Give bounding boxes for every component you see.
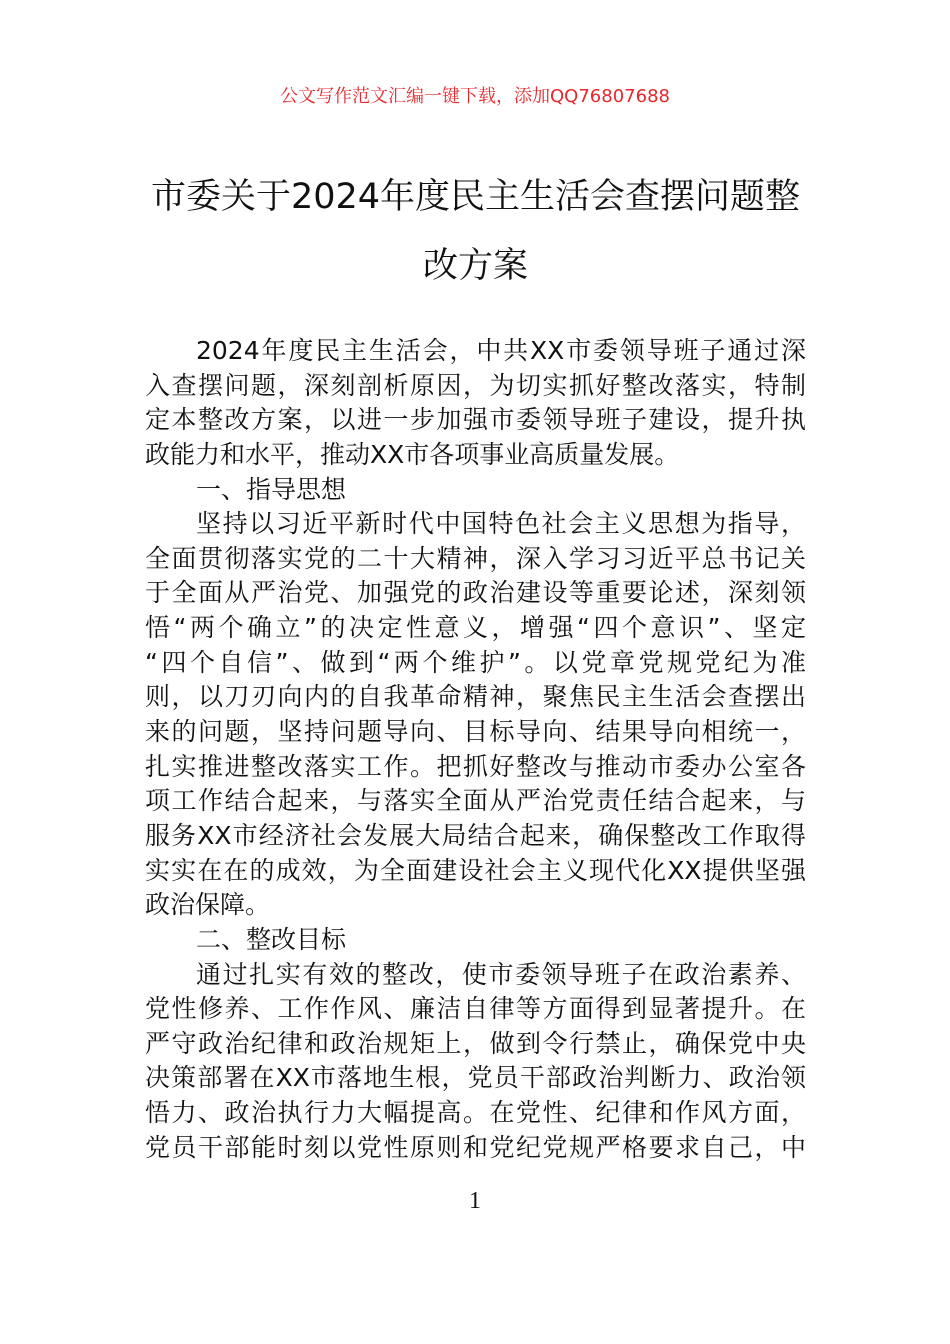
text-line: 政能力和水平，推动XX市各项事业高质量发展。	[145, 439, 680, 469]
page-number: 1	[469, 1188, 481, 1214]
section-heading	[145, 923, 806, 958]
text-line: 通过扎实有效的整改，使市委领导班子在政治素养、	[196, 959, 806, 989]
text-line: 来的问题，坚持问题导向、目标导向、结果导向相统一，	[145, 717, 806, 747]
paragraph	[145, 334, 806, 473]
paragraph	[145, 507, 806, 923]
document-body	[145, 334, 806, 1165]
text-line: 决策部署在XX市落地生根，党员干部政治判断力、政治领	[145, 1063, 806, 1093]
text-line: 定本整改方案，以进一步加强市委领导班子建设，提升执	[145, 405, 806, 435]
paragraph	[145, 958, 806, 1166]
text-line: 项工作结合起来，与落实全面从严治党责任结合起来，与	[145, 786, 806, 816]
document-title-line-2: 改方案	[422, 246, 528, 286]
section-heading	[145, 473, 806, 508]
text-line: 党员干部能时刻以党性原则和党纪党规严格要求自己，中	[145, 1132, 806, 1162]
text-line: 坚持以习近平新时代中国特色社会主义思想为指导，	[196, 509, 806, 539]
text-line: 服务XX市经济社会发展大局结合起来，确保整改工作取得	[145, 820, 806, 850]
text-line: 党性修养、工作作风、廉洁自律等方面得到显著提升。在	[145, 994, 806, 1024]
text-line: 入查摆问题，深刻剖析原因，为切实抓好整改落实，特制	[145, 370, 806, 400]
text-line: 悟力、政治执行力大幅提高。在党性、纪律和作风方面，	[145, 1098, 806, 1128]
download-watermark: 公文写作范文汇编一键下载，添加QQ76807688	[280, 86, 670, 107]
text-line: 悟“两个确立”的决定性意义，增强“四个意识”、坚定	[145, 613, 806, 643]
document-title-line-1: 市委关于2024年度民主生活会查摆问题整	[150, 177, 801, 217]
text-line: 二、整改目标	[196, 924, 347, 954]
text-line: 实实在在的成效，为全面建设社会主义现代化XX提供坚强	[145, 855, 806, 885]
text-line: 2024年度民主生活会，中共XX市委领导班子通过深	[196, 336, 806, 365]
text-line: 于全面从严治党、加强党的政治建设等重要论述，深刻领	[145, 578, 806, 608]
text-line: 扎实推进整改落实工作。把抓好整改与推动市委办公室各	[145, 751, 806, 781]
text-line: 全面贯彻落实党的二十大精神，深入学习习近平总书记关	[145, 543, 806, 573]
text-line: “四个自信”、做到“两个维护”。以党章党规党纪为准	[145, 647, 806, 677]
text-line: 一、指导思想	[196, 474, 347, 504]
text-line: 则，以刀刃向内的自我革命精神，聚焦民主生活会查摆出	[145, 682, 806, 712]
text-line: 严守政治纪律和政治规矩上，做到令行禁止，确保党中央	[145, 1028, 806, 1058]
text-line: 政治保障。	[145, 890, 271, 920]
